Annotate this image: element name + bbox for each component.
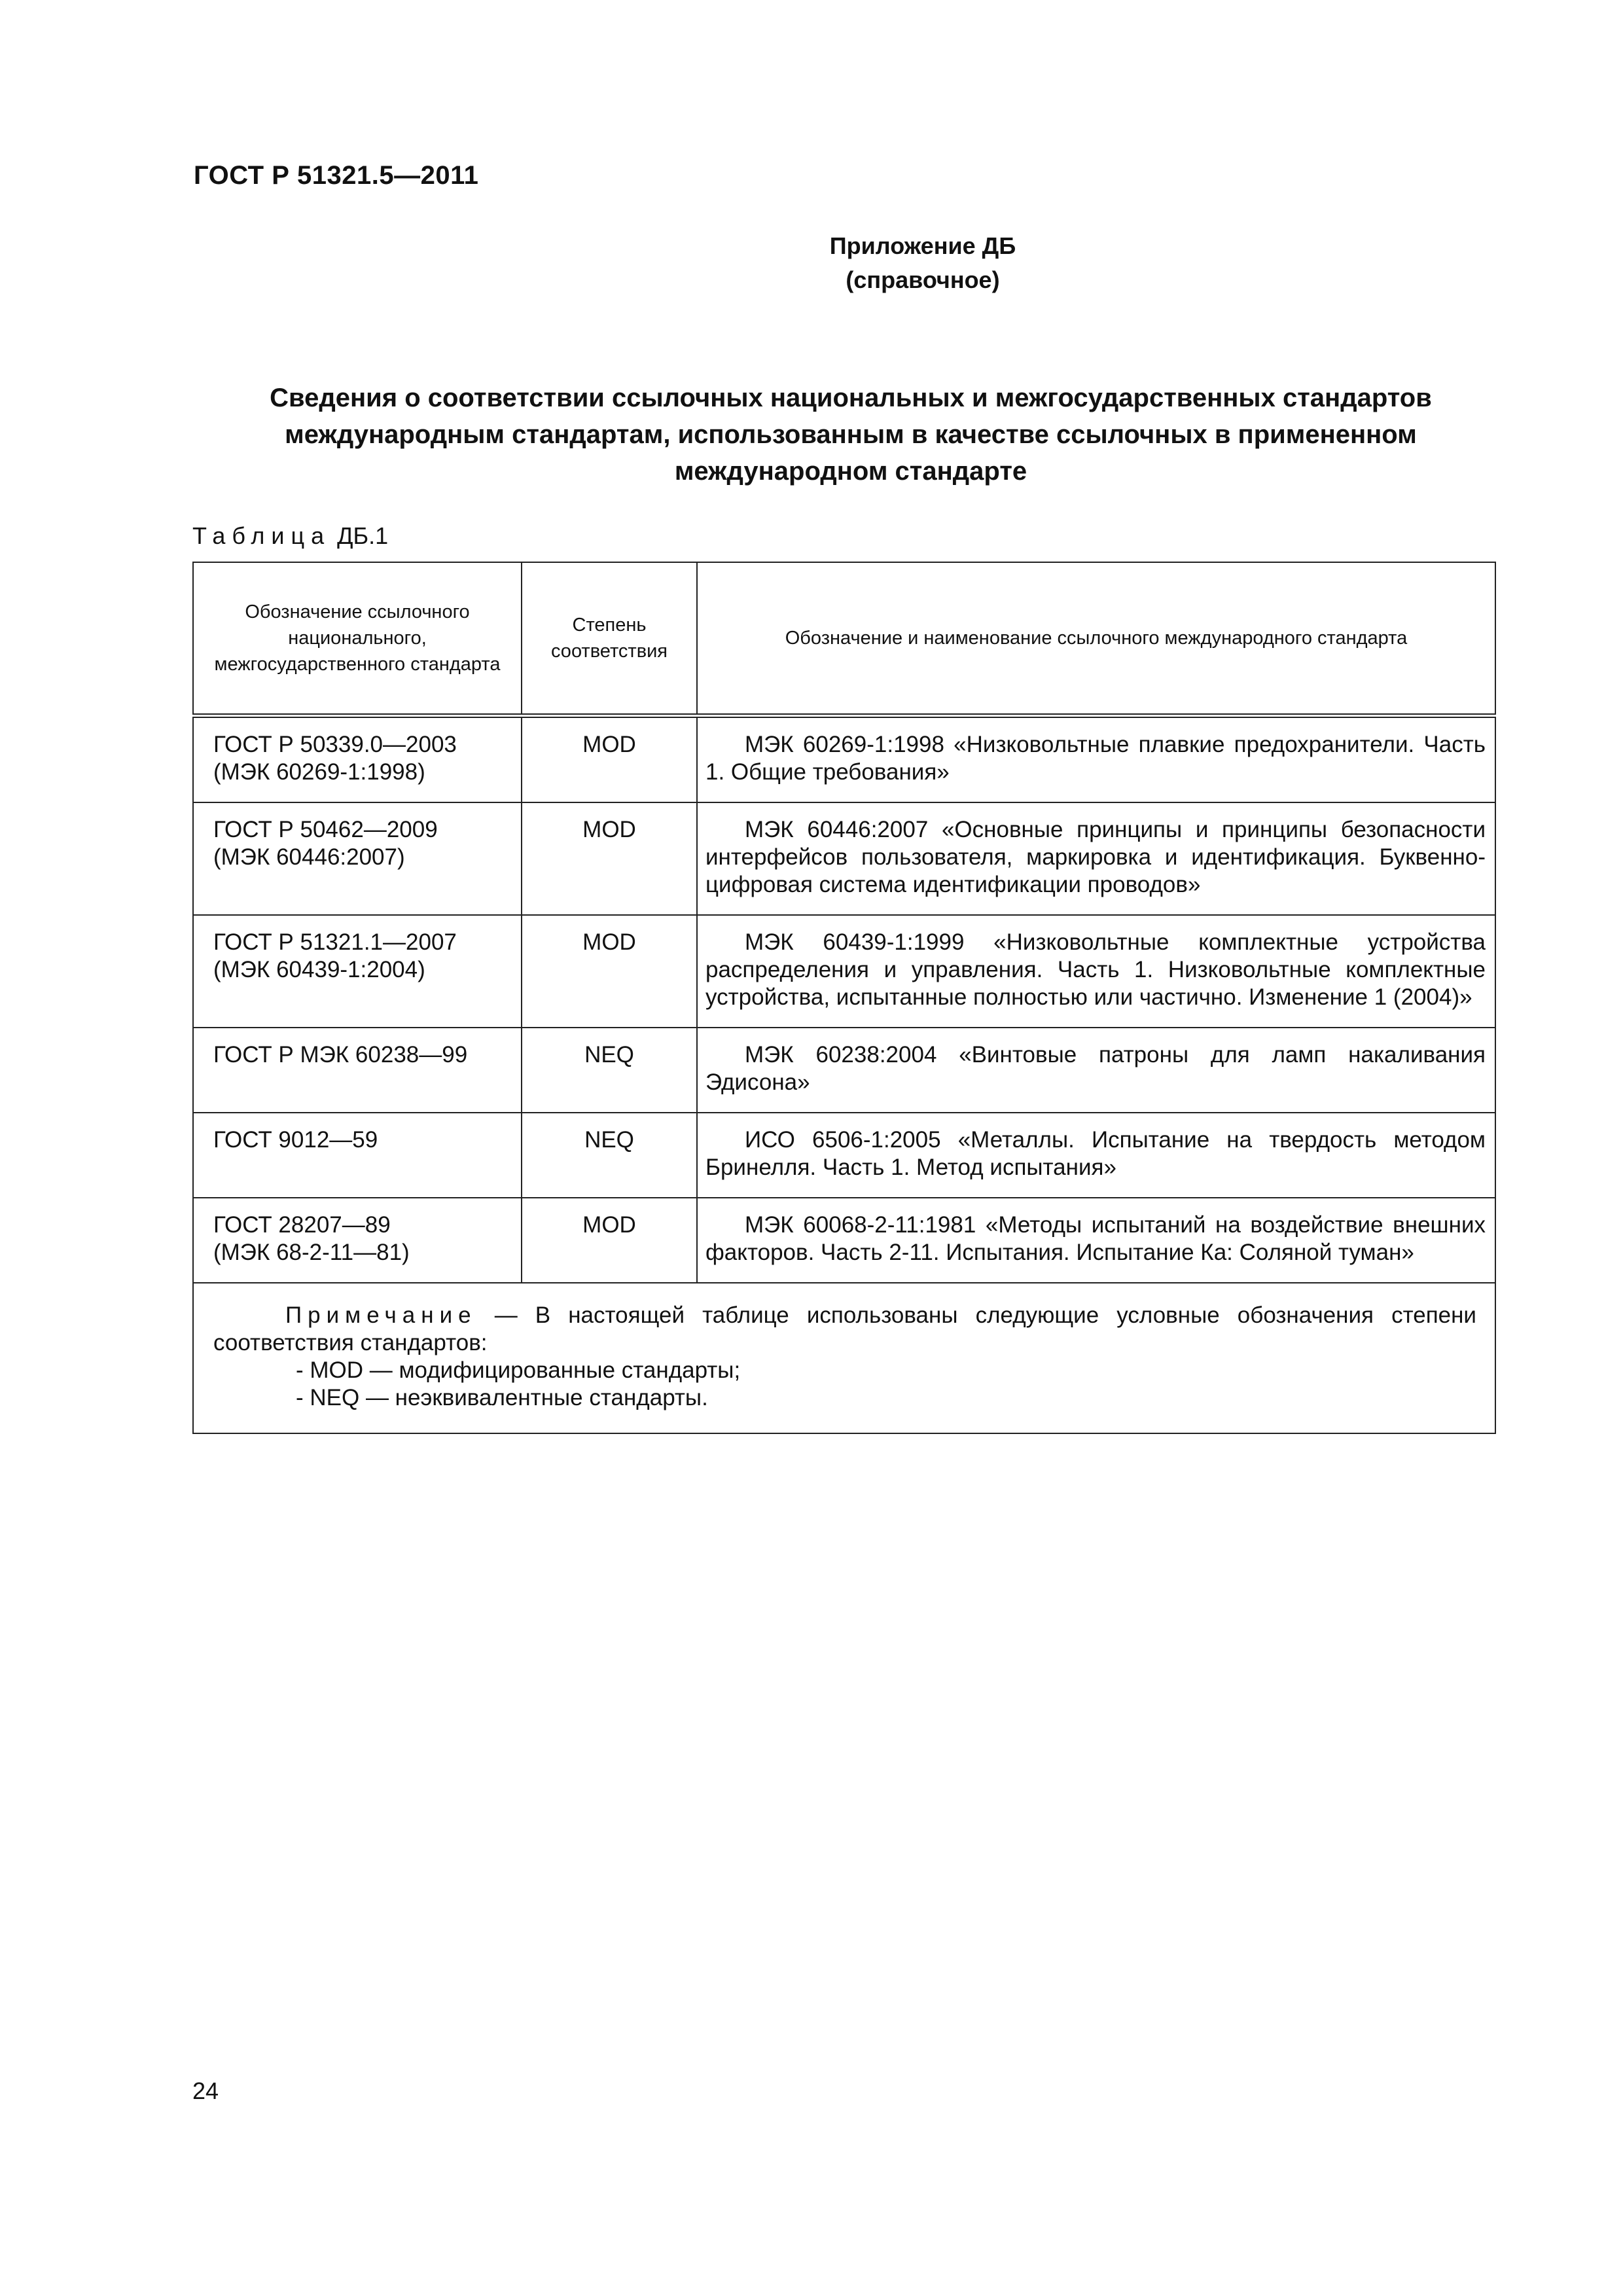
- national-standard-cell: [193, 915, 522, 1028]
- national-standard-cell: [193, 1028, 522, 1113]
- degree-cell: MOD: [522, 716, 697, 803]
- section-title: [196, 380, 1505, 490]
- section-title-line-3: международном стандарте: [674, 457, 1027, 486]
- header-international-standard: Обозначение и наименование ссылочного международного стандарта: [697, 562, 1495, 716]
- national-standard-cell: [193, 716, 522, 803]
- table-row: [193, 802, 1495, 915]
- national-standard-equivalent: (МЭК 60269-1:1998): [213, 759, 425, 785]
- degree-cell: MOD: [522, 802, 697, 915]
- international-standard-cell: МЭК 60269-1:1998 «Низковольтные плавкие предохранители. Часть 1. Общие требования»: [697, 716, 1495, 803]
- table-caption-number: ДБ.1: [337, 522, 389, 549]
- table-note-row: [193, 1283, 1495, 1433]
- table-row: [193, 716, 1495, 803]
- degree-cell: NEQ: [522, 1113, 697, 1198]
- note-item-neq: - NEQ — неэквивалентные стандарты.: [296, 1385, 708, 1410]
- international-standard-cell: ИСО 6506-1:2005 «Металлы. Испытание на твердость методом Бринелля. Часть 1. Метод испытания»: [697, 1113, 1495, 1198]
- appendix-heading: [0, 229, 1623, 297]
- national-standard-cell: [193, 1113, 522, 1198]
- table-row: [193, 1198, 1495, 1283]
- correspondence-table: [192, 562, 1496, 1434]
- degree-cell: MOD: [522, 915, 697, 1028]
- international-standard-cell: МЭК 60446:2007 «Основные принципы и принципы безопасности интерфейсов пользователя, маркировка и идентификация. Буквенно-цифровая система идентификации проводов»: [697, 802, 1495, 915]
- national-standard-cell: [193, 802, 522, 915]
- national-standard-code: ГОСТ Р МЭК 60238—99: [213, 1042, 468, 1067]
- national-standard-code: ГОСТ Р 50339.0—2003: [213, 732, 457, 757]
- national-standard-equivalent: (МЭК 60446:2007): [213, 844, 405, 870]
- national-standard-code: ГОСТ Р 50462—2009: [213, 817, 438, 842]
- table-header-row: [193, 562, 1495, 716]
- national-standard-equivalent: (МЭК 68-2-11—81): [213, 1240, 410, 1265]
- national-standard-code: ГОСТ 28207—89: [213, 1212, 391, 1238]
- note-body: — В настоящей таблице использованы следующие условные обозначения степени соответствия стандартов:: [213, 1302, 1476, 1355]
- table-caption: [192, 522, 388, 550]
- international-standard-cell: МЭК 60439-1:1999 «Низковольтные комплектные устройства распределения и управления. Часть 1. Низковольтные комплектные устройства, испытанные полностью или частично. Изменение 1 (2004)»: [697, 915, 1495, 1028]
- national-standard-equivalent: (МЭК 60439-1:2004): [213, 957, 425, 982]
- international-standard-cell: МЭК 60068-2-11:1981 «Методы испытаний на воздействие внешних факторов. Часть 2-11. Испытания. Испытание Ка: Соляной туман»: [697, 1198, 1495, 1283]
- section-title-line-2: международным стандартам, использованным в качестве ссылочных в примененном: [285, 420, 1417, 449]
- appendix-subtitle: (справочное): [846, 266, 1000, 293]
- note-paragraph: [213, 1302, 1476, 1357]
- international-standard-cell: МЭК 60238:2004 «Винтовые патроны для ламп накаливания Эдисона»: [697, 1028, 1495, 1113]
- table-row: [193, 1113, 1495, 1198]
- national-standard-code: ГОСТ 9012—59: [213, 1127, 378, 1153]
- table-note: [193, 1283, 1495, 1433]
- national-standard-cell: [193, 1198, 522, 1283]
- national-standard-code: ГОСТ Р 51321.1—2007: [213, 929, 457, 955]
- table-caption-label: Таблица: [192, 522, 331, 549]
- header-degree: Степень соответствия: [522, 562, 697, 716]
- document-code-header: ГОСТ Р 51321.5—2011: [194, 161, 479, 190]
- table-row: [193, 1028, 1495, 1113]
- note-item-mod: - MOD — модифицированные стандарты;: [296, 1357, 741, 1383]
- note-label: Примечание: [285, 1302, 477, 1328]
- table-row: [193, 915, 1495, 1028]
- degree-cell: MOD: [522, 1198, 697, 1283]
- section-title-line-1: Сведения о соответствии ссылочных национальных и межгосударственных стандартов: [270, 384, 1432, 412]
- page-number: 24: [192, 2077, 219, 2104]
- appendix-title: Приложение ДБ: [829, 232, 1016, 259]
- degree-cell: NEQ: [522, 1028, 697, 1113]
- header-national-standard: Обозначение ссылочного национального, межгосударственного стандарта: [193, 562, 522, 716]
